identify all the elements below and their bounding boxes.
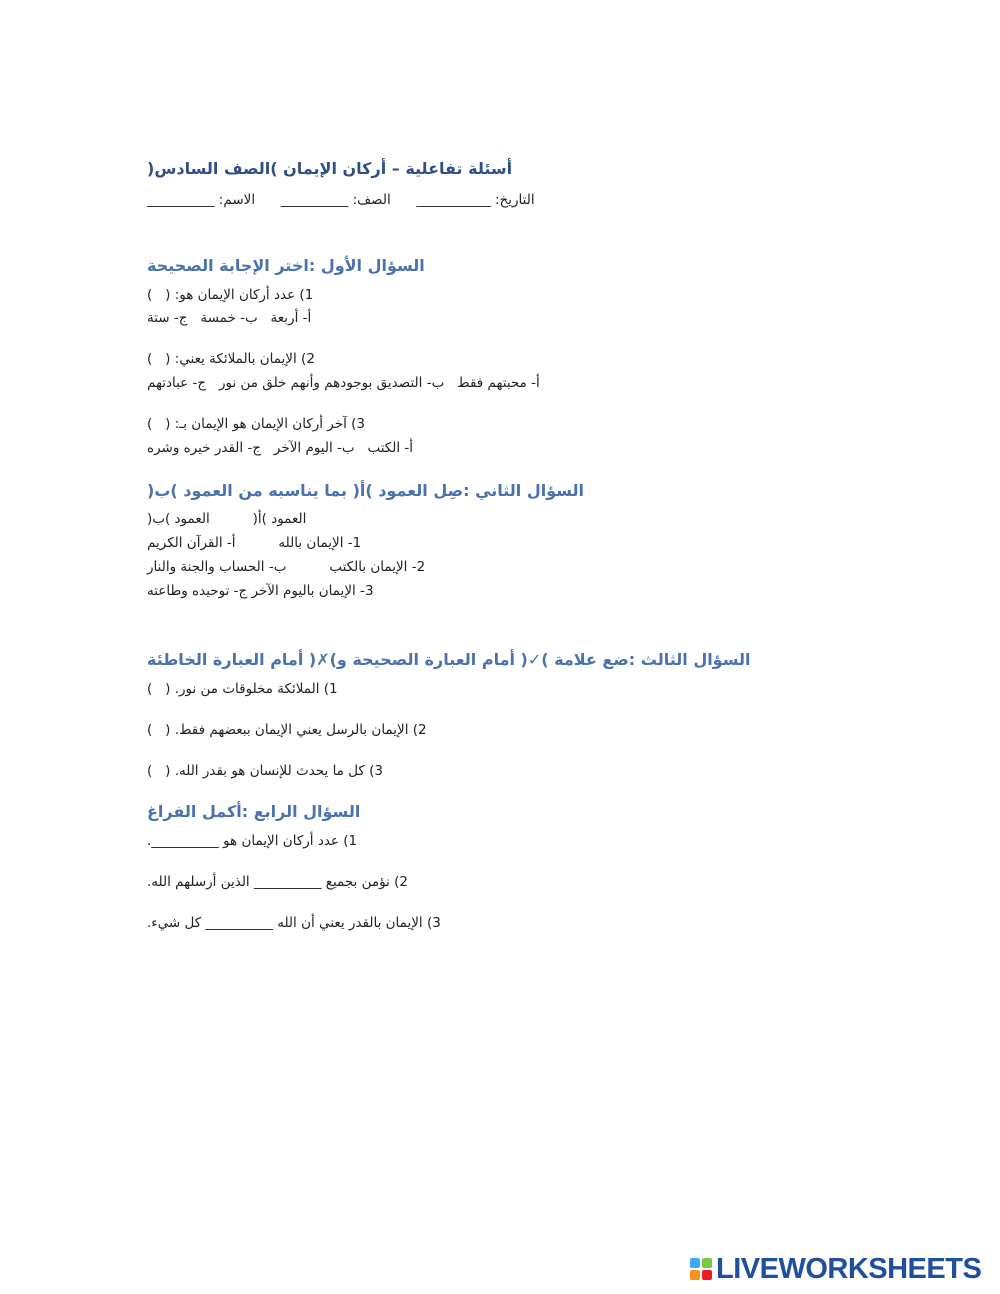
question-1-item-1: 1) عدد أركان الإيمان هو: ( ) [147, 287, 314, 303]
question-2-row-2: 2- الإيمان بالكتب ب- الحساب والجنة والنار [147, 559, 426, 575]
question-1-item-3: 3) آخر أركان الإيمان هو الإيمان بـ: ( ) [147, 416, 366, 432]
question-1-item-3-options: أ- الكتب ب- اليوم الآخر ج- القدر خيره وشره [147, 440, 414, 456]
question-1-heading: السؤال الأول :اختر الإجابة الصحيحة [147, 256, 425, 275]
question-4-item-3: 3) الإيمان بالقدر يعني أن الله __________ كل شيء. [147, 915, 441, 931]
question-2-row-1: 1- الإيمان بالله أ- القرآن الكريم [147, 535, 362, 551]
question-3-item-2: 2) الإيمان بالرسل يعني الإيمان ببعضهم فقط. ( ) [147, 722, 427, 738]
question-2-row-3: 3- الإيمان باليوم الآخر ج- توحيده وطاعته [147, 583, 374, 599]
question-4-item-1: 1) عدد أركان الإيمان هو __________. [147, 833, 358, 849]
question-3-heading: السؤال الثالث :ضع علامة )✓( أمام العبارة الصحيحة و)✗( أمام العبارة الخاطئة [147, 650, 751, 669]
question-1-item-2-options: أ- محبتهم فقط ب- التصديق بوجودهم وأنهم خلق من نور ج- عبادتهم [147, 375, 540, 391]
question-1-item-2: 2) الإيمان بالملائكة يعني: ( ) [147, 351, 315, 367]
question-2-columns: العمود )أ( العمود )ب( [147, 511, 307, 527]
question-1-item-1-options: أ- أربعة ب- خمسة ج- ستة [147, 310, 312, 326]
student-info-line: التاريخ: ___________ الصف: __________ الاسم: __________ [147, 192, 535, 208]
question-3-item-1: 1) الملائكة مخلوقات من نور. ( ) [147, 681, 338, 697]
liveworksheets-logo[interactable] [690, 1254, 981, 1284]
question-3-item-3: 3) كل ما يحدث للإنسان هو بقدر الله. ( ) [147, 763, 384, 779]
question-4-item-2: 2) نؤمن بجميع __________ الذين أرسلهم الله. [147, 874, 408, 890]
question-4-heading: السؤال الرابع :أكمل الفراغ [147, 802, 361, 821]
liveworksheets-logo-icon [690, 1258, 712, 1280]
question-2-heading: السؤال الثاني :صِل العمود )أ( بما يناسبه من العمود )ب( [147, 481, 585, 500]
worksheet-title: أسئلة تفاعلية – أركان الإيمان )الصف السادس( [147, 159, 513, 178]
liveworksheets-logo-text: LIVEWORKSHEETS [716, 1252, 982, 1285]
